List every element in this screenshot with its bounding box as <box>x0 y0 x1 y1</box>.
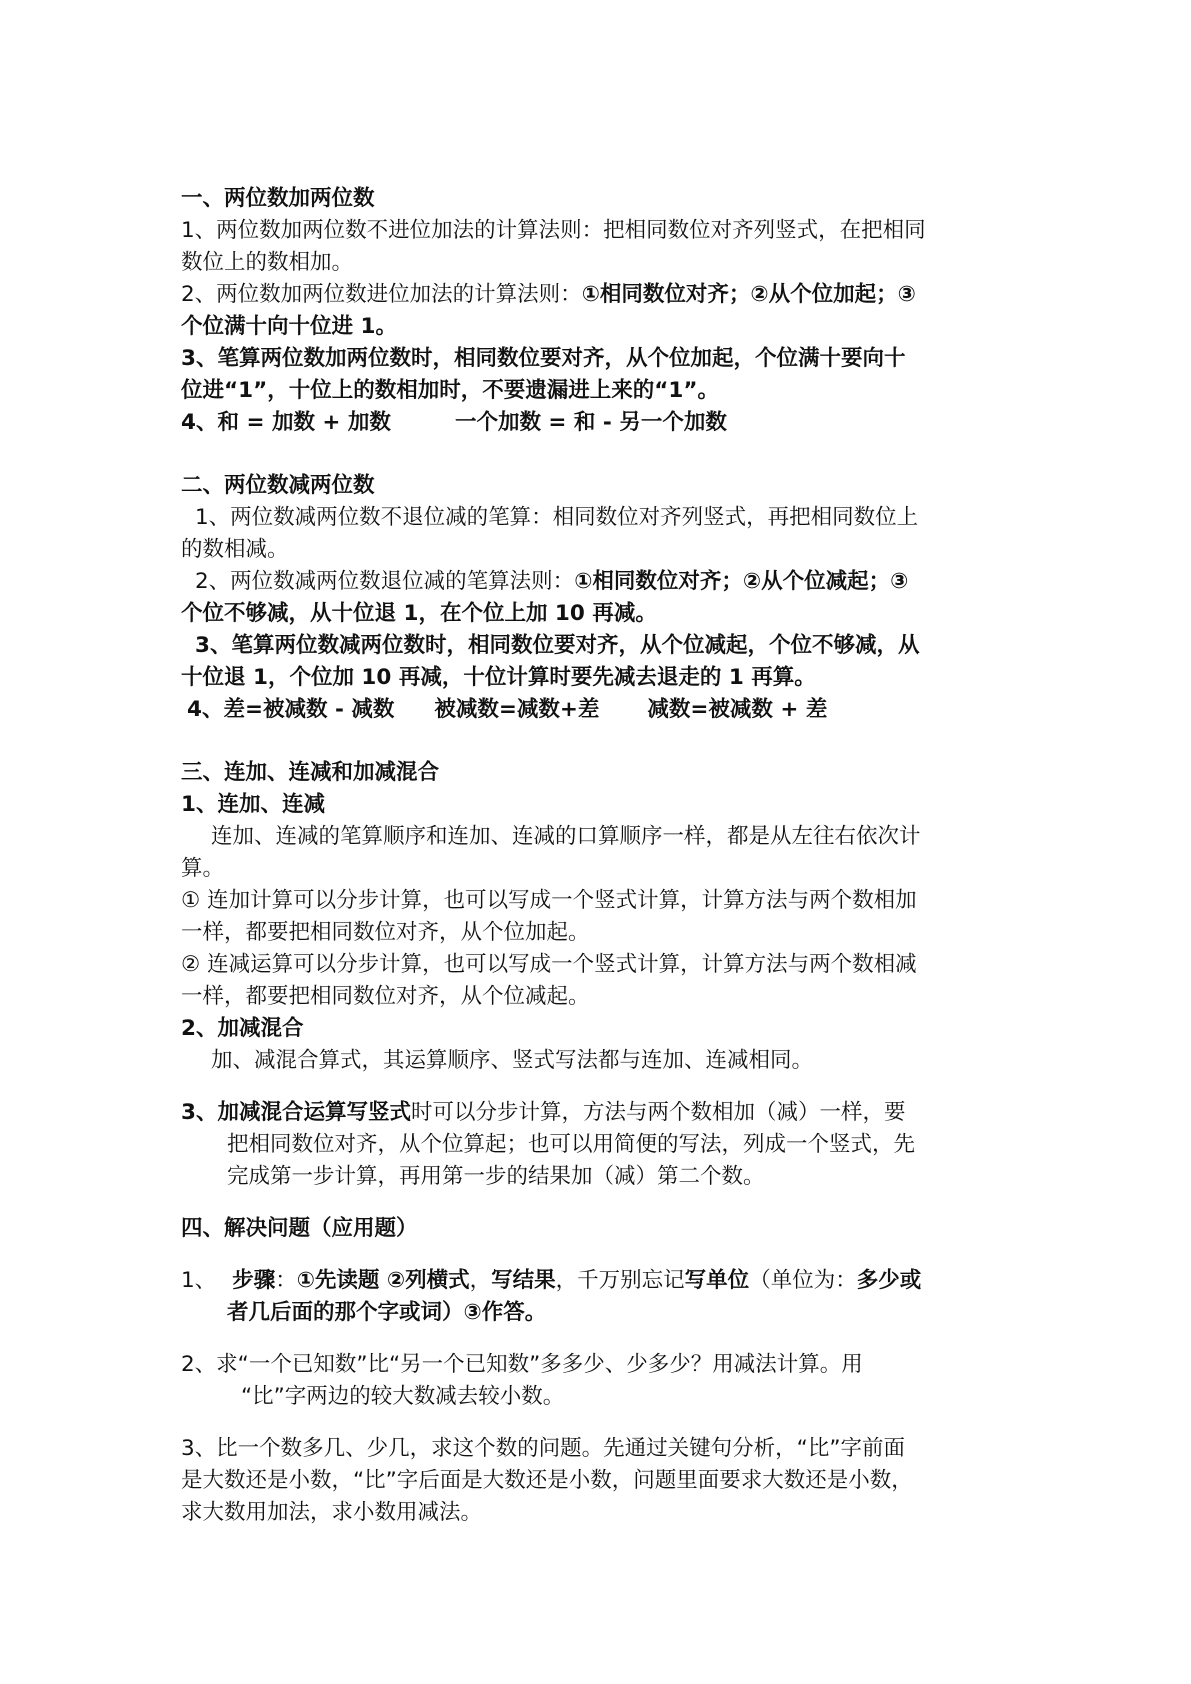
s3-para5-text: 时可以分步计算，方法与两个数相加（减）一样，要 <box>410 1100 906 1125</box>
s3-para1-line2: 算。 <box>181 856 225 881</box>
s1-para2-line1 <box>181 279 1021 311</box>
section-2-title: 二、两位数减两位数 <box>181 473 375 498</box>
s3-para5-line3: 完成第一步计算，再用第一步的结果加（减）第二个数。 <box>227 1164 765 1189</box>
s3-para3-line1: ② 连减运算可以分步计算，也可以写成一个竖式计算，计算方法与两个数相减 <box>181 952 917 977</box>
spacer <box>181 1329 1021 1349</box>
s4-para3-line2: 是大数还是小数，“比”字后面是大数还是小数，问题里面要求大数还是小数， <box>181 1468 913 1493</box>
s3-para2-line2: 一样，都要把相同数位对齐，从个位加起。 <box>181 920 590 945</box>
s4-steps-1-2: ①先读题 ②列横式 <box>296 1268 470 1293</box>
s4-para1-line2: 者几后面的那个字或词）③作答。 <box>227 1300 547 1325</box>
s4-dont-forget: ，千万别忘记 <box>555 1268 685 1293</box>
s4-para1-line1 <box>181 1265 1021 1297</box>
s4-para3-line3: 求大数用加法，求小数用减法。 <box>181 1500 483 1525</box>
s4-colon: ： <box>275 1268 297 1293</box>
s2-para2-line2: 个位不够减，从十位退 1，在个位上加 10 再减。 <box>181 601 657 626</box>
s4-unit-note: （单位为： <box>749 1268 857 1293</box>
s4-para2-line1: 2、求“一个已知数”比“另一个已知数”多多少、少多少？用减法计算。用 <box>181 1352 863 1377</box>
s4-para2-line2: “比”字两边的较大数减去较小数。 <box>241 1384 565 1409</box>
s1-para2-line2: 个位满十向十位进 1。 <box>181 314 397 339</box>
s2-para1-line1: 1、两位数减两位数不退位减的笔算：相同数位对齐列竖式，再把相同数位上 <box>195 505 919 530</box>
s1-para1-line1: 1、两位数加两位数不进位加法的计算法则：把相同数位对齐列竖式，在把相同 <box>181 218 926 243</box>
s2-para2-line1 <box>181 566 1021 598</box>
s3-para5-line2: 把相同数位对齐，从个位算起；也可以用简便的写法，列成一个竖式，先 <box>227 1132 916 1157</box>
section-4-title: 四、解决问题（应用题） <box>181 1216 418 1241</box>
s2-formula-line <box>181 694 1021 726</box>
s1-para1-line2: 数位上的数相加。 <box>181 250 354 275</box>
s4-write-result: 写结果 <box>491 1268 556 1293</box>
s1-formula-sum: 4、和 = 加数 + 加数 <box>181 410 391 435</box>
section-1-title: 一、两位数加两位数 <box>181 186 375 211</box>
s1-formula-line <box>181 407 1021 439</box>
s2-formula-minuend: 被减数=减数+差 <box>434 697 600 722</box>
s1-para2-bold: ①相同数位对齐；②从个位加起；③ <box>581 282 916 307</box>
s2-para3-line1: 3、笔算两位数减两位数时，相同数位要对齐，从个位减起，个位不够减，从 <box>195 633 920 658</box>
spacer <box>181 1193 1021 1213</box>
s1-para3-line1: 3、笔算两位数加两位数时，相同数位要对齐，从个位加起，个位满十要向十 <box>181 346 906 371</box>
spacer <box>181 1245 1021 1265</box>
s3-para5-bold: 3、加减混合运算写竖式 <box>181 1100 411 1125</box>
spacer <box>181 726 1021 757</box>
section-3-title: 三、连加、连减和加减混合 <box>181 760 440 785</box>
spacer <box>181 1413 1021 1433</box>
s3-para3-line2: 一样，都要把相同数位对齐，从个位减起。 <box>181 984 590 1009</box>
s4-unit-how-many: 多少或 <box>856 1268 922 1293</box>
spacer <box>181 1077 1021 1097</box>
s3-subtitle-2: 2、加减混合 <box>181 1016 304 1041</box>
s4-para1-number: 1、 <box>181 1268 217 1293</box>
s4-write-unit: 写单位 <box>684 1268 750 1293</box>
s1-para3-line2: 位进“1”，十位上的数相加时，不要遗漏进上来的“1”。 <box>181 378 719 403</box>
s3-subtitle-1: 1、连加、连减 <box>181 792 325 817</box>
s4-para3-line1: 3、比一个数多几、少几，求这个数的问题。先通过关键句分析，“比”字前面 <box>181 1436 905 1461</box>
s3-para5-line1 <box>181 1097 1021 1129</box>
s2-para3-line2: 十位退 1，个位加 10 再减，十位计算时要先减去退走的 1 再算。 <box>181 665 816 690</box>
s4-comma-1: ， <box>469 1268 492 1293</box>
document-page <box>181 183 1021 1529</box>
s2-para2-bold: ①相同数位对齐；②从个位减起；③ <box>574 569 909 594</box>
s2-formula-diff: 4、差=被减数 - 减数 <box>187 697 395 722</box>
s1-formula-addend: 一个加数 = 和 - 另一个加数 <box>454 410 727 435</box>
s1-para2-text: 2、两位数加两位数进位加法的计算法则： <box>181 282 582 307</box>
s4-steps-label: 步骤 <box>232 1268 276 1293</box>
s3-para2-line1: ① 连加计算可以分步计算，也可以写成一个竖式计算，计算方法与两个数相加 <box>181 888 917 913</box>
s2-para2-text: 2、两位数减两位数退位减的笔算法则： <box>195 569 575 594</box>
s2-formula-subtrahend: 减数=被减数 + 差 <box>647 697 828 722</box>
s3-para1-line1: 连加、连减的笔算顺序和连加、连减的口算顺序一样，都是从左往右依次计 <box>211 824 921 849</box>
spacer <box>181 439 1021 470</box>
s2-para1-line2: 的数相减。 <box>181 537 289 562</box>
s3-para4: 加、减混合算式，其运算顺序、竖式写法都与连加、连减相同。 <box>211 1048 814 1073</box>
